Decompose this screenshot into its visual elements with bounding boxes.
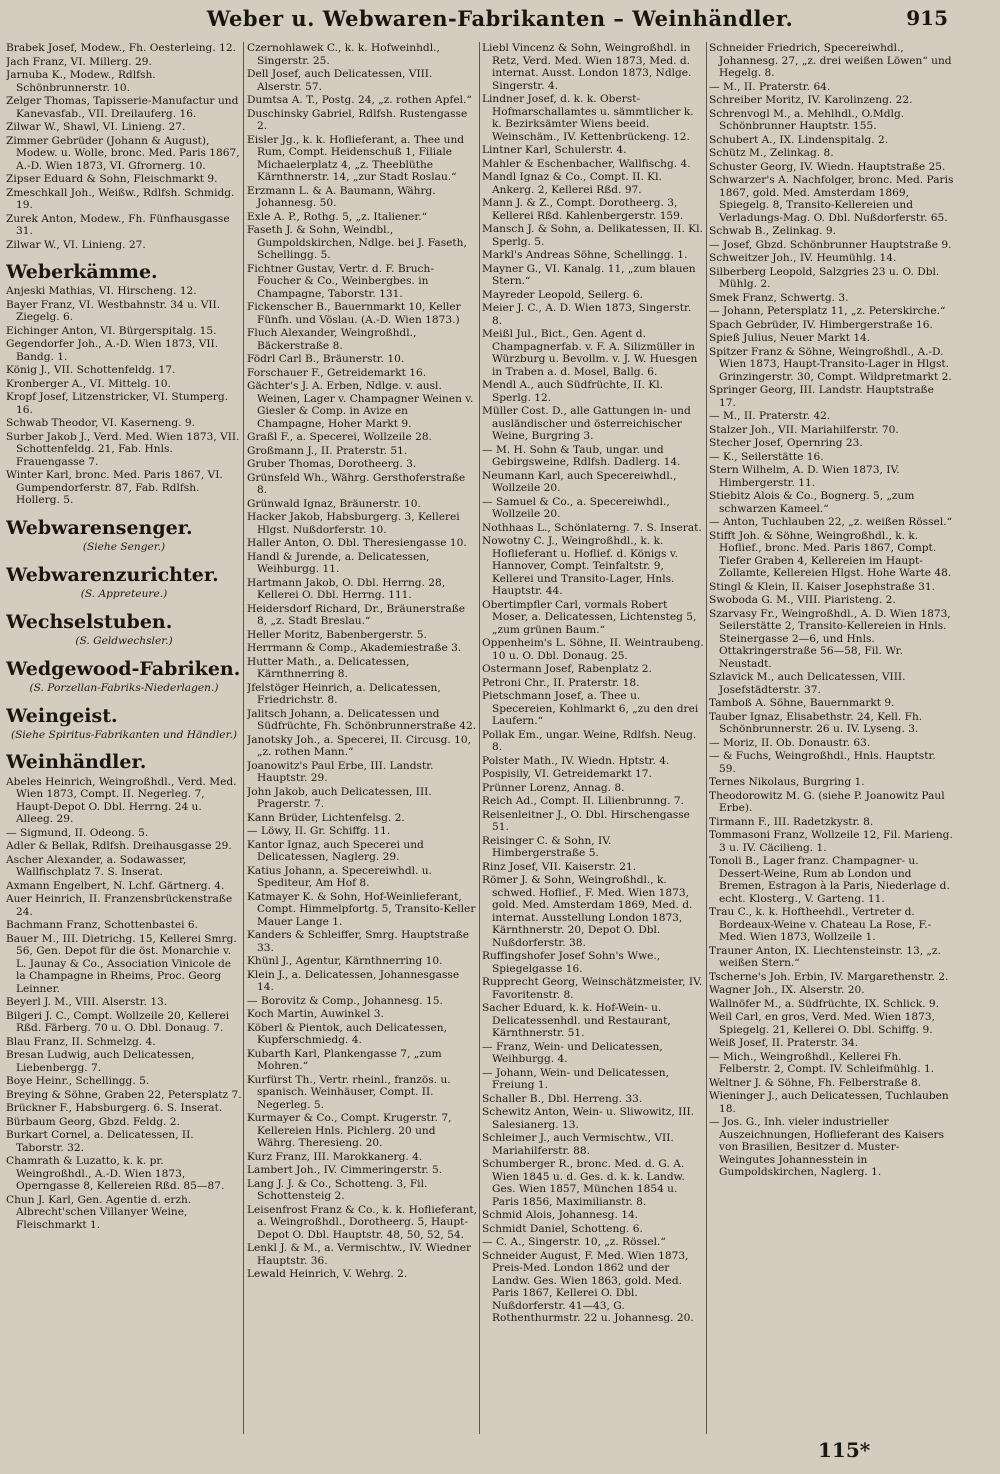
directory-entry: Mendl A., auch Südfrüchte, II. Kl. Sperlg. 12. (482, 379, 663, 404)
directory-entry: Stern Wilhelm, A. D. Wien 1873, IV. Himbergerstr. 11. (709, 464, 900, 489)
directory-entry: Grünwald Ignaz, Bräunerstr. 10. (247, 497, 421, 510)
directory-entry: Schreiber Moritz, IV. Karolinzeng. 22. (709, 94, 913, 106)
directory-entry: Zimmer Gebrüder (Johann & August), Modew. u. Wolle, bronc. Med. Paris 1867, A.-D. Wien 1873, VI. Gfrornerg. 10. (6, 134, 240, 172)
directory-entry: Zipser Eduard & Sohn, Fleischmarkt 9. (6, 173, 218, 185)
footer-signature-mark: 115* (818, 1438, 871, 1462)
directory-entry: Faseth J. & Sohn, Weindbl., Gumpoldskirchen, Ndlge. bei J. Faseth, Schellingg. 5. (247, 224, 467, 261)
directory-entry: Kanders & Schleiffer, Smrg. Hauptstraße 33. (247, 929, 469, 954)
directory-entry: — Löwy, II. Gr. Schiffg. 11. (247, 825, 391, 837)
directory-entry: Kurz Franz, III. Marokkanerg. 4. (247, 1150, 423, 1163)
directory-entry: Schwab B., Zelinkag. 9. (709, 225, 837, 237)
directory-entry: Eichinger Anton, VI. Bürgerspitalg. 15. (6, 324, 217, 337)
directory-entry: Klein J., a. Delicatessen, Johannesgasse 14. (247, 968, 460, 993)
directory-entry: Hartmann Jakob, O. Dbl. Herrng. 28, Kellerei O. Dbl. Herrng. 111. (247, 576, 446, 601)
section-heading: Webwarenzurichter. (6, 563, 219, 586)
page-number: 915 (906, 6, 948, 30)
directory-entry: Lindner Josef, d. k. k. Oberst-Hofmarschallamtes u. sämmtlicher k. k. Bezirksämter Wiens beeid. Weinschäm., IV. Kettenbrückeng. 12. (482, 93, 694, 143)
column-divider (706, 42, 707, 1434)
directory-entry: Gegendorfer Joh., A.-D. Wien 1873, VII. Bandg. 1. (6, 338, 219, 363)
directory-entry: Weltner J. & Söhne, Fh. Felberstraße 8. (709, 1076, 922, 1089)
directory-entry: Müller Cost. D., alle Gattungen in- und ausländischer und österreichischer Weine, Burgring 3. (482, 405, 691, 442)
directory-entry: Mayner G., VI. Kanalg. 11, „zum blauen Stern.“ (482, 262, 696, 287)
directory-entry: Graßl F., a. Specerei, Wollzeile 28. (247, 431, 432, 443)
directory-entry: Obertimpfler Carl, vormals Robert Moser, a. Delicatessen, Lichtensteg 5, „zum grünen Baum.“ (482, 598, 697, 636)
directory-entry: — Franz, Wein- und Delicatessen, Weihburgg. 4. (482, 1040, 663, 1065)
section-heading: Weingeist. (6, 704, 118, 727)
directory-entry: Bilgeri J. C., Compt. Wollzeile 20, Kellerei Rßd. Färberg. 70 u. O. Dbl. Donaug. 7. (6, 1009, 230, 1035)
directory-entry: Polster Math., IV. Wiedn. Hptstr. 4. (482, 754, 670, 767)
directory-entry: Eisler Jg., k. k. Hoflieferant, a. Thee und Rum, Compt. Heidenschuß 1, Filiale Michaelerplatz 4, „z. Theeblüthe Kärnthnerstr. 14, „zur Stadt Roslau.“ (247, 133, 465, 183)
directory-entry: — Johann, Petersplatz 11, „z. Peterskirche.“ (709, 305, 946, 317)
directory-entry: Szlavick M., auch Delicatessen, VIII. Josefstädterstr. 37. (709, 671, 906, 696)
directory-entry: Zelger Thomas, Tapisserie-Manufactur und Kanevasfab., VII. Dreilauferg. 16. (6, 95, 239, 120)
directory-entry: Handl & Jurende, a. Delicatessen, Weihburgg. 11. (247, 550, 430, 575)
directory-entry: — Moriz, II. Ob. Donaustr. 63. (709, 736, 871, 749)
directory-entry: Stiebitz Alois & Co., Bognerg. 5, „zum schwarzen Kameel.“ (709, 490, 915, 515)
directory-entry: Lang J. J. & Co., Schotteng. 3, Fil. Schottensteig 2. (247, 1177, 428, 1202)
directory-entry: Lintner Karl, Schulerstr. 4. (482, 144, 627, 156)
directory-entry: Schaller B., Dbl. Herreng. 33. (482, 1092, 643, 1105)
directory-entry: Kurfürst Th., Vertr. rheinl., französ. u. spanisch. Weinhäuser, Compt. II. Negerleg. 5. (247, 1073, 451, 1111)
directory-entry: Schewitz Anton, Wein- u. Sliwowitz, III. Salesianerg. 13. (482, 1106, 695, 1131)
directory-entry: — Jos. G., Inh. vieler industrieller Auszeichnungen, Hoflieferant des Kaisers von Brasilien, Besitzer d. Muster-Weingutes Johannesstein in Gumpoldskirchen, Naglerg. 1. (709, 1116, 945, 1178)
directory-entry: Chamrath & Luzatto, k. k. pr. Weingroßhdl., A.-D. Wien 1873, Operngasse 8, Kellereien Rßd. 85—87. (6, 1155, 225, 1193)
directory-entry: Blau Franz, II. Schmelzg. 4. (6, 1035, 156, 1048)
column-divider (479, 42, 480, 1434)
directory-entry: Schuster Georg, IV. Wiedn. Hauptstraße 25. (709, 160, 946, 173)
directory-entry: Neumann Karl, auch Specereiwhdl., Wollzeile 20. (482, 469, 677, 494)
directory-entry: Herrmann & Comp., Akademiestraße 3. (247, 642, 462, 654)
directory-entry: Abeles Heinrich, Weingroßhdl., Verd. Med. Wien 1873, Compt. II. Negerleg. 7, Haupt-Depot O. Dbl. Herrng. 24 u. Alleeg. 29. (6, 775, 237, 826)
directory-entry: — Johann, Wein- und Delicatessen, Freiung 1. (482, 1066, 669, 1091)
directory-entry: Erzmann L. & A. Baumann, Währg. Johannesg. 50. (247, 184, 436, 209)
directory-entry: Grünsfeld Wh., Währg. Gersthoferstraße 8. (247, 471, 466, 496)
directory-entry: Fichtner Gustav, Vertr. d. F. Bruch-Foucher & Co., Weinbergbes. in Champagne, Taborstr. 131. (247, 262, 434, 300)
directory-entry: Boye Heinr., Schellingg. 5. (6, 1075, 150, 1088)
directory-entry: Kann Brüder, Lichtenfelsg. 2. (247, 811, 405, 824)
directory-entry: Födrl Carl B., Bräunerstr. 10. (247, 353, 405, 365)
directory-entry: Bresan Ludwig, auch Delicatessen, Liebenbergg. 7. (6, 1049, 195, 1074)
directory-entry: — M., II. Praterstr. 64. (709, 80, 831, 93)
directory-entry: Burkart Cornel, a. Delicatessen, II. Taborstr. 32. (6, 1129, 194, 1154)
section-heading: Weinhändler. (6, 751, 147, 774)
directory-entry: Ruffingshofer Josef Sohn's Wwe., Spiegelgasse 16. (482, 950, 661, 975)
directory-entry: Pospisily, VI. Getreidemarkt 17. (482, 768, 652, 780)
directory-entry: Rinz Josef, VII. Kaiserstr. 21. (482, 860, 637, 873)
directory-entry: Fluch Alexander, Weingroßhdl., Bäckerstraße 8. (247, 327, 417, 352)
directory-entry: Axmann Engelbert, N. Lchf. Gärtnerg. 4. (6, 879, 225, 892)
column-2 (247, 42, 477, 1434)
directory-entry: König J., VII. Schottenfeldg. 17. (6, 364, 176, 377)
directory-entry: Duschinsky Gabriel, Rdlfsh. Rustengasse 2. (247, 107, 468, 132)
directory-entry: Nothhaas L., Schönlaterng. 7. S. Inserat. (482, 521, 702, 534)
directory-entry: — M. H. Sohn & Taub, ungar. und Gebirgsweine, Rdlfsh. Dadlerg. 14. (482, 443, 681, 468)
directory-entry: Brückner F., Habsburgerg. 6. S. Inserat. (6, 1102, 223, 1115)
directory-entry: Fickenscher B., Bauernmarkt 10, Keller Fünfh. und Vöslau. (A.-D. Wien 1873.) (247, 301, 461, 326)
directory-entry: Prünner Lorenz, Annag. 8. (482, 781, 625, 794)
directory-entry: Heidersdorf Richard, Dr., Bräunerstraße 8, „z. Stadt Breslau.“ (247, 602, 466, 627)
directory-entry: Schweitzer Joh., IV. Heumühlg. 14. (709, 252, 897, 264)
directory-entry: Swoboda G. M., VIII. Piaristeng. 2. (709, 594, 896, 606)
directory-entry: Bauer M., III. Dietrichg. 15, Kellerei Smrg. 56, Gen. Depot für die öst. Monarchie v. L. Jaunay & Co., Association Vinicole de la Champagne in Rheims, Proc. Georg Leinner. (6, 932, 237, 995)
directory-entry: John Jakob, auch Delicatessen, III. Pragerstr. 7. (247, 785, 432, 810)
directory-entry: Breying & Söhne, Graben 22, Petersplatz 7. (6, 1088, 242, 1101)
directory-entry: Trauner Anton, IX. Liechtensteinstr. 13, „z. weißen Stern.“ (709, 944, 941, 969)
directory-entry: Schwarzer's A. Nachfolger, bronc. Med. Paris 1867, gold. Med. Amsterdam 1869, Spiegelg. 8, Transito-Kellereien und Verladungs-Mag. O. Dbl. Nußdorferstr. 65. (709, 174, 954, 224)
directory-entry: Brabek Josef, Modew., Fh. Oesterleing. 12. (6, 42, 236, 54)
directory-entry: Wagner Joh., IX. Alserstr. 20. (709, 984, 865, 996)
directory-entry: Forschauer F., Getreidemarkt 16. (247, 366, 427, 379)
directory-entry: Pietschmann Josef, a. Thee u. Specereien, Kohlmarkt 6, „zu den drei Laufern.“ (482, 690, 699, 727)
directory-entry: Mann J. & Z., Compt. Dorotheerg. 3, Kellerei Rßd. Kahlenbergerstr. 159. (482, 197, 684, 222)
directory-entry: Kronberger A., VI. Mittelg. 10. (6, 377, 171, 390)
directory-entry: Römer J. & Sohn, Weingroßhdl., k. schwed. Hoflief., F. Med. Wien 1873, gold. Med. Amsterdam 1869, Med. d. internat. Ausstellung London 1873, Kärnthnerstr. 20, Depot O. Dbl. Nußdorferstr. 38. (482, 874, 693, 949)
directory-entry: Schneider August, F. Med. Wien 1873, Preis-Med. London 1862 und der Landw. Ges. Wien 1863, gold. Med. Paris 1867, Kellerei O. Dbl. Nußdorferstr. 41—43, G. Rothenthurmstr. 22 u. Johannesg. 20. (482, 1249, 694, 1324)
directory-entry: Reisinger C. & Sohn, IV. Himbergerstraße 5. (482, 834, 612, 859)
directory-entry: Ostermann Josef, Rabenplatz 2. (482, 663, 652, 675)
directory-entry: Jach Franz, VI. Millerg. 29. (6, 55, 152, 68)
directory-entry: Köberl & Pientok, auch Delicatessen, Kupferschmiedg. 4. (247, 1021, 447, 1046)
directory-entry: — Josef, Gbzd. Schönbrunner Hauptstraße 9. (709, 238, 952, 251)
directory-entry: — & Fuchs, Weingroßhdl., Hnls. Hauptstr. 59. (709, 750, 936, 775)
directory-entry: Ternes Nikolaus, Burgring 1. (709, 776, 865, 788)
directory-entry: Schrenvogl M., a. Mehlhdl., O.Mdlg. Schönbrunner Hauptstr. 155. (709, 107, 905, 132)
directory-entry: — C. A., Singerstr. 10, „z. Rössel.“ (482, 1236, 666, 1248)
directory-entry: Zurek Anton, Modew., Fh. Fünfhausgasse 31. (6, 212, 230, 237)
directory-entry: Stecher Josef, Opernring 23. (709, 437, 863, 449)
directory-entry: Jalitsch Johann, a. Delicatessen und Südfrüchte, Fh. Schönbrunnerstraße 42. (247, 707, 477, 732)
directory-entry: Petroni Chr., II. Praterstr. 18. (482, 676, 640, 689)
cross-reference-note: (Siehe Senger.) (82, 541, 166, 554)
directory-entry: Janotsky Joh., a. Specerei, II. Circusg. 10, „z. rothen Mann.“ (247, 733, 472, 758)
directory-entry: Schütz M., Zelinkag. 8. (709, 147, 834, 159)
directory-entry: Adler & Bellak, Rdlfsh. Dreihausgasse 29. (6, 840, 232, 853)
directory-entry: — Samuel & Co., a. Specereiwhdl., Wollzeile 20. (482, 495, 670, 520)
directory-entry: Lenkl J. & M., a. Vermischtw., IV. Wiedner Hauptstr. 36. (247, 1242, 472, 1267)
directory-entry: Nowotny C. J., Weingroßhdl., k. k. Hoflieferant u. Hoflief. d. Königs v. Hannover, Compt. Teinfaltstr. 9, Kellerei und Transito-Lager, Hnls. Hauptstr. 44. (482, 535, 678, 597)
directory-entry: Rupprecht Georg, Weinschätzmeister, IV. Favoritenstr. 8. (482, 976, 703, 1001)
directory-entry: Tirmann F., III. Radetzkystr. 8. (709, 815, 874, 828)
directory-entry: Lewald Heinrich, V. Wehrg. 2. (247, 1268, 408, 1280)
directory-entry: Schneider Friedrich, Specereiwhdl., Johannesg. 27, „z. drei weißen Löwen“ und Hegelg. 8. (709, 42, 952, 79)
directory-entry: Kubarth Karl, Plankengasse 7, „zum Mohren.“ (247, 1047, 442, 1072)
directory-entry: Stifft Joh. & Söhne, Weingroßhdl., k. k. Hoflief., bronc. Med. Paris 1867, Compt. Tiefer Graben 4, Kellereien im Haupt-Zollamte, Kellereien Hlgst. Hohe Warte 48. (709, 529, 952, 579)
directory-entry: Schmid Alois, Johannesg. 14. (482, 1209, 639, 1221)
directory-entry: Zilwar W., VI. Linieng. 27. (6, 238, 146, 251)
directory-entry: Gruber Thomas, Dorotheerg. 3. (247, 458, 417, 470)
directory-entry: Haller Anton, O. Dbl. Theresiengasse 10. (247, 537, 467, 549)
cross-reference-note: (Siehe Spiritus-Fabrikanten und Händler.) (11, 728, 237, 741)
directory-entry: Beyerl J. M., VIII. Alserstr. 13. (6, 996, 168, 1009)
directory-entry: — M., II. Praterstr. 42. (709, 410, 831, 422)
column-3 (482, 42, 704, 1434)
directory-entry: Chun J. Karl, Gen. Agentie d. erzh. Albrecht'schen Villanyer Weine, Fleischmarkt 1. (6, 1193, 192, 1231)
column-divider (243, 42, 244, 1434)
directory-entry: Meißl Jul., Bict., Gen. Agent d. Champagnerfab. v. F. A. Silizmüller in Würzburg u. Bevollm. v. J. W. Huesgen in Traben a. d. Mosel, Ballg. 6. (482, 328, 698, 378)
directory-entry: Zmeschkall Joh., Weißw., Rdlfsh. Schmidg. 19. (6, 186, 235, 211)
column-4 (709, 42, 954, 1434)
directory-entry: Katmayer K. & Sohn, Hof-Weinlieferant, Compt. Himmelpfortg. 5, Transito-Keller Mauer Lange 1. (247, 890, 476, 928)
column-1 (6, 42, 242, 1434)
directory-entry: Theodorowitz M. G. (siehe P. Joanowitz Paul Erbe). (709, 789, 945, 814)
section-heading: Wedgewood-Fabriken. (6, 657, 241, 680)
directory-entry: Smek Franz, Schwertg. 3. (709, 291, 849, 304)
directory-entry: Silberberg Leopold, Salzgries 23 u. O. Dbl. Mühlg. 2. (709, 265, 940, 290)
directory-entry: Tscherne's Joh. Erbin, IV. Margarethenstr. 2. (709, 970, 949, 983)
directory-entry: Heller Moritz, Babenbergerstr. 5. (247, 628, 427, 641)
directory-entry: Exle A. P., Rothg. 5, „z. Italiener.“ (247, 210, 428, 223)
directory-entry: Wieninger J., auch Delicatessen, Tuchlauben 18. (709, 1090, 949, 1115)
directory-entry: Mayreder Leopold, Seilerg. 6. (482, 288, 643, 301)
directory-entry: Spitzer Franz & Söhne, Weingroßhdl., A.-D. Wien 1873, Haupt-Transito-Lager in Hlgst. Grinzingerstr. 30, Compt. Wildpretmarkt 2. (709, 345, 952, 383)
directory-entry: Jarnuba K., Modew., Rdlfsh. Schönbrunnerstr. 10. (6, 69, 156, 94)
section-heading: Weberkämme. (6, 261, 158, 283)
cross-reference-note: (S. Appreteure.) (80, 588, 168, 601)
directory-entry: Kropf Josef, Litzenstricker, VI. Stumperg. 16. (6, 391, 229, 416)
directory-entry: Hutter Math., a. Delicatessen, Kärnthnerring 8. (247, 655, 410, 680)
directory-entry: Kantor Ignaz, auch Specerei und Delicatessen, Naglerg. 29. (247, 838, 424, 863)
directory-entry: Tommasoni Franz, Wollzeile 12, Fil. Marieng. 3 u. IV. Cäcilieng. 1. (709, 829, 953, 854)
directory-entry: Stingl & Klein, II. Kaiser Josephstraße 31. (709, 580, 936, 593)
directory-entry: — Borovitz & Comp., Johannesg. 15. (247, 994, 443, 1007)
directory-entry: Lambert Joh., IV. Cimmeringerstr. 5. (247, 1164, 443, 1176)
directory-entry: Kurmayer & Co., Compt. Krugerstr. 7, Kellereien Hnls. Pichlerg. 20 und Währg. Theresieng. 20. (247, 1112, 452, 1149)
directory-entry: Anjeski Mathias, VI. Hirscheng. 12. (6, 285, 197, 298)
directory-entry: Jfelstöger Heinrich, a. Delicatessen, Friedrichstr. 8. (247, 681, 441, 706)
directory-entry: Bürbaum Georg, Gbzd. Feldg. 2. (6, 1115, 180, 1128)
directory-entry: Liebl Vincenz & Sohn, Weingroßhdl. in Retz, Verd. Med. Wien 1873, Med. d. internat. Ausst. London 1873, Ndlge. Singerstr. 4. (482, 42, 692, 92)
directory-entry: Tauber Ignaz, Elisabethstr. 24, Kell. Fh. Schönbrunnerstr. 26 u. IV. Lyseng. 3. (709, 710, 923, 735)
section-heading: Webwarensenger. (6, 516, 193, 539)
directory-entry: Hacker Jakob, Habsburgerg. 3, Kellerei Hlgst. Nußdorferstr. 10. (247, 511, 460, 536)
directory-entry: Zilwar W., Shawl, VI. Linieng. 27. (6, 121, 186, 133)
directory-entry: Weil Carl, en gros, Verd. Med. Wien 1873, Spiegelg. 21, Kellerei O. Dbl. Schiffg. 9. (709, 1011, 935, 1036)
directory-entry: Spach Gebrüder, IV. Himbergerstraße 16. (709, 318, 933, 331)
directory-entry: Koch Martin, Auwinkel 3. (247, 1008, 384, 1020)
directory-entry: Dell Josef, auch Delicatessen, VIII. Alserstr. 57. (247, 68, 433, 93)
directory-entry: Meier J. C., A. D. Wien 1873, Singerstr. 8. (482, 302, 692, 327)
directory-entry: Katius Johann, a. Specereiwhdl. u. Spediteur, Am Hof 8. (247, 864, 432, 889)
directory-entry: Bayer Franz, VI. Westbahnstr. 34 u. VII. Ziegelg. 6. (6, 298, 221, 324)
directory-entry: Oppenheim's L. Söhne, II. Weintraubeng. 10 u. O. Dbl. Donaug. 25. (482, 637, 704, 662)
directory-entry: Leisenfrost Franz & Co., k. k. Hoflieferant, a. Weingroßhdl., Dorotheerg. 5, Haupt-Depot O. Dbl. Hauptstr. 48, 50, 52, 54. (247, 1203, 477, 1241)
directory-entry: Mahler & Eschenbacher, Wallfischg. 4. (482, 157, 691, 170)
section-heading: Wechselstuben. (6, 610, 173, 633)
directory-entry: Schleimer J., auch Vermischtw., VII. Mariahilferstr. 88. (482, 1132, 674, 1157)
cross-reference-note: (S. Geldwechsler.) (75, 635, 173, 648)
cross-reference-note: (S. Porzellan-Fabriks-Niederlagen.) (29, 682, 219, 695)
directory-entry: Reich Ad., Compt. II. Lilienbrunng. 7. (482, 795, 684, 807)
directory-entry: — Sigmund, II. Odeong. 5. (6, 826, 149, 839)
directory-entry: Czernohlawek C., k. k. Hofweinhdl., Singerstr. 25. (247, 42, 440, 67)
directory-entry: Mandl Ignaz & Co., Compt. II. Kl. Ankerg. 2, Kellerei Rßd. 97. (482, 171, 662, 196)
directory-entry: Schubert A., IX. Lindenspitalg. 2. (709, 133, 889, 146)
directory-entry: Joanowitz's Paul Erbe, III. Landstr. Hauptstr. 29. (247, 759, 434, 784)
directory-entry: Tonoli B., Lager franz. Champagner- u. Dessert-Weine, Rum ab London und Bremen, Estragon à la Paris, Niederlage d. echt. Klosterg., V. Garteng. 11. (709, 855, 950, 905)
directory-entry: Pollak Em., ungar. Weine, Rdlfsh. Neug. 8. (482, 728, 697, 753)
directory-entry: Großmann J., II. Praterstr. 51. (247, 444, 408, 457)
directory-entry: Stalzer Joh., VII. Mariahilferstr. 70. (709, 423, 899, 436)
directory-entry: Khünl J., Agentur, Kärnthnerring 10. (247, 955, 443, 967)
directory-entry: Gächter's J. A. Erben, Ndlge. v. ausl. Weinen, Lager v. Champagner Weinen v. Giesler & Comp. in Avize en Champagne, Hoher Markt 9. (247, 380, 474, 430)
directory-entry: Mansch J. & Sohn, a. Delikatessen, II. Kl. Sperlg. 5. (482, 223, 703, 248)
directory-entry: Winter Karl, bronc. Med. Paris 1867, VI. Gumpendorferstr. 87, Fab. Rdlfsh. Hollerg. 5. (6, 469, 223, 507)
directory-entry: — Mich., Weingroßhdl., Kellerei Fh. Felberstr. 2, Compt. IV. Schleifmühlg. 1. (709, 1050, 935, 1075)
directory-entry: Wallnöfer M., a. Südfrüchte, IX. Schlick. 9. (709, 997, 940, 1010)
directory-entry: Reisenleitner J., O. Dbl. Hirschengasse 51. (482, 808, 690, 833)
directory-entry: Schwab Theodor, VI. Kaserneng. 9. (6, 417, 195, 430)
directory-entry: Surber Jakob J., Verd. Med. Wien 1873, VII. Schottenfeldg. 21, Fab. Hnls. Frauengasse 7. (6, 430, 240, 468)
directory-entry: Ascher Alexander, a. Sodawasser, Wallfischplatz 7. S. Inserat. (6, 853, 187, 879)
directory-entry: Schmidt Daniel, Schotteng. 6. (482, 1222, 643, 1235)
page-header-title: Weber u. Webwaren-Fabrikanten – Weinhändler. (206, 6, 794, 31)
directory-entry: — K., Seilerstätte 16. (709, 450, 824, 463)
directory-entry: Trau C., k. k. Hoftheehdl., Vertreter d. Bordeaux-Weine v. Chateau La Rose, F.-Med. Wien 1873, Wollzeile 1. (709, 906, 932, 943)
directory-entry: Spieß Julius, Neuer Markt 14. (709, 332, 871, 344)
directory-entry: Sacher Eduard, k. k. Hof-Wein- u. Delicatessenhdl. und Restaurant, Kärnthnerstr. 51. (482, 1002, 671, 1039)
directory-entry: Weiß Josef, II. Praterstr. 34. (709, 1037, 859, 1049)
directory-entry: Springer Georg, III. Landstr. Hauptstraße 17. (709, 384, 934, 409)
directory-entry: Szarvasy Fr., Weingroßhdl., A. D. Wien 1873, Seilerstätte 2, Transito-Kellereien in Hnls. Steinergasse 2—6, und Hnls. Ottakringerstraße 56—58, Fil. Wr. Neustadt. (709, 607, 951, 670)
directory-entry: Auer Heinrich, II. Franzensbrückenstraße 24. (6, 893, 233, 918)
directory-entry: Markl's Andreas Söhne, Schellingg. 1. (482, 249, 688, 261)
directory-entry: Bachmann Franz, Schottenbastei 6. (6, 919, 199, 932)
directory-entry: Schumberger R., bronc. Med. d. G. A. Wien 1845 u. d. Ges. d. k. k. Landw. Ges. Wien 1857, München 1854 u. Paris 1856, Maximilianstr. 8. (482, 1158, 685, 1208)
directory-entry: Tamboß A. Söhne, Bauernmarkt 9. (709, 697, 895, 709)
directory-entry: Dumtsa A. T., Postg. 24, „z. rothen Apfel.“ (247, 94, 472, 106)
directory-entry: — Anton, Tuchlauben 22, „z. weißen Rössel.“ (709, 516, 952, 528)
